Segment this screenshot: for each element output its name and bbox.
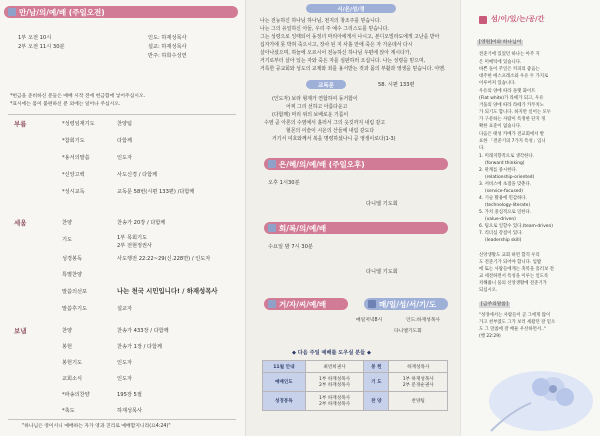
column-line: 은 미메틱에 있습니다. [479,60,522,65]
dawn-header [264,298,348,310]
afternoon-worship-header [264,158,448,170]
column-line: 바쁜 돌이 주일은 커피의 좋음는 [479,67,540,72]
creed-line: 거기로부터 살아 있는 자와 죽은 자를 심판하러 오십니다. 나는 성령을 믿으며, [260,58,426,64]
section-label-send: 보냄 [14,327,27,335]
verse-line: 가고 천부였도 그가 보러 세왔던 잘 믿오 [479,320,556,325]
table-row [263,361,448,373]
order-item: *축도 [62,408,75,414]
column-line: 표한 「전준기의 7가지 특성」입니 [479,139,546,144]
column-line: 3. 서비스에 초점을 맞춘다. [479,182,532,187]
service-role-3: 반주: 하희수성연 [148,53,187,59]
order-value: 195장 5절 [117,392,142,398]
column-line: (forward thinking) [485,161,525,166]
creed-header [306,4,396,13]
helpers-table [262,360,448,411]
dawn-title: 거/자/씨/예/배 [279,299,327,309]
column-icon [479,16,487,24]
column-line: 가 되기도 합니다. 하지만 일어는 모두 [479,110,551,115]
creed-line: 십자가에 못 박혀 죽으시고, 장사 된 지 사흘 만에 죽은 자 가운데서 다시 [260,42,413,48]
responsive-line: (인도자) 보라 형제가 연합하여 동거함이 [272,96,358,102]
order-item: *용서의말씀 [62,155,90,161]
order-value: 인도자 [117,376,133,382]
column-line: 에 또는 사람들에게는 축복을 흘러보 전 [479,267,554,272]
order-value: 찬송가 433장 / 다함께 [117,328,169,334]
order-value: 교독문 58번(시편 133편) /다함께 [117,189,195,195]
order-item: 특별찬양 [62,272,83,278]
creed-line: 나는 전능하신 하나님 하나님, 천지의 창조주를 믿습니다. [260,18,382,24]
order-item: 교회소식 [62,376,83,382]
responsive-label: 교독문 [318,82,334,89]
table-cell: 기 도 [364,373,389,392]
order-value: 다함께 [117,138,133,144]
helpers-banner: ◆ 다음 주일 예배를 도우실 분들 ◆ [292,350,371,356]
column-line: 확한 표준이 없습니다. [479,124,522,129]
creed-line: 살아나셨으며, 하늘에 오르시어 전능하신 하나님 우편에 앉아 계시다가, [260,50,411,56]
column-line: (relationship-oriented) [485,175,535,180]
column-line: 1. 미래지향적으로 생각한다. [479,154,535,159]
order-value: 사도신경 / 다함께 [117,172,158,178]
table-cell: 성경봉독 [263,392,306,411]
verse-line: "성경에서는 사람들이 곧 그에게 많이 [479,313,551,318]
prayer-title: 매/일/성/서/기/도 [379,299,437,309]
column-line: 대주한 에스프레소와 우유 두 가지로 [479,74,549,79]
worship-order-panel [0,0,245,436]
notice-2: *표시에는 몸이 불편하신 분 외에는 일어나 주십시오. [10,102,121,107]
column-line: 전준기에 있었던 하나는 아주 지 [479,52,540,57]
order-item: *성시교독 [62,189,85,195]
table-row [263,392,448,411]
table-row [263,373,448,392]
creed-title: 시/온/성/경 [337,6,365,13]
order-item: 말씀의선포 [62,289,88,295]
order-item: 찬양 [62,220,73,226]
column-line: 우유의 양에 따라 플랫 화이트 [479,89,536,94]
order-value: 찬송가 20장 / 다함께 [117,220,166,226]
responsive-header [306,80,346,89]
column-panel [460,0,600,436]
notice-1: *헌금을 준비하신 분들은 예배 시작 전에 헌금함에 넣어주십시오. [10,94,146,99]
recovery-worship-header [264,222,448,234]
document-icon [268,224,276,232]
service-time-1: 1부 오전 10시 [18,35,52,41]
column-line: 되십시오. [479,288,498,293]
column-line: (service-focused) [485,189,523,194]
column-line: 이루어져 있습니다. [479,81,516,86]
table-cell: 11월 안내 [263,361,306,373]
column-line: (Flat white)가 라떼가 되고, 우유 [479,96,544,101]
column-line: (value-driven) [485,217,516,222]
creed-line: 거룩한 공교회와 성도의 교제와 죄를 용서받는 것과 몸의 부활과 영생을 믿습니다. 아멘. [260,66,446,72]
order-value: 설교자 [117,306,133,312]
table-cell: 1부 하재성목사 2부 문경순권사 [389,373,448,392]
table-cell: 예배인도 [263,373,306,392]
responsive-title: 58. 시편 133편 [378,82,415,88]
column-line: 6. 팀으로 일할수 있다.(team-driven) [479,224,553,229]
order-item: 봉헌 [62,344,73,350]
prayer-meeting: 다니엘기도회 [394,329,422,334]
column-line: 도 전준기가 되어야 합니다. 입밥 [479,260,542,265]
divider [8,419,236,420]
column-line: 7. 리더십 강점이 있다. [479,231,523,236]
order-item: *성령임재기도 [62,121,95,127]
table-cell: 최빈희권사 [305,361,364,373]
order-item: 봉헌기도 [62,360,83,366]
creed-line: 나는 그의 유일하신 아들, 우리 주 예수 그리스도를 믿습니다. [260,26,389,32]
verse-label: [금주의말씀] [481,302,508,307]
recovery-leader: 다니엘 기도회 [366,269,398,275]
responsive-line: (다함께) 머리 위의 보배로운 기름이 [272,112,349,118]
order-value: 나는 천국 시민입니다! / 하재성목사 [117,287,218,295]
service-role-1: 인도: 하재성목사 [148,35,187,41]
section-label-call: 부름 [14,120,27,128]
order-value: 2부 전현정권사 [117,243,153,249]
service-role-2: 설교: 하재성목사 [148,44,187,50]
column-line: 신앙생활도 교회 하면 합격 우리 [479,253,540,258]
morning-worship-title: 만/남/의/예/배 (주일오전) [19,7,105,17]
table-cell: 봉 헌 [364,361,389,373]
column-line: 2. 관계를 중시한다. [479,168,518,173]
order-value: 찬양팀 [117,121,133,127]
order-value: 인도자 [117,155,133,161]
table-cell: 찬 양 [364,392,389,411]
verse-line: (행 22:29) [479,334,501,339]
table-cell: 찬양팀 [389,392,448,411]
column-line: 5. 가치 중심적으로 일한다. [479,210,532,215]
column-subtitle: [영원]이와 하나님이 [479,40,522,45]
afternoon-time: 오후 1시30분 [268,180,300,186]
morning-worship-header [4,6,238,18]
column-line: 다음은 태성 카베가 전교회에서 발 [479,132,544,137]
order-item: 말씀후기도 [62,306,88,312]
footer-verse: "하나님은 영이시니 예배하는 자가 영과 진리로 예배할지니라(요4:24)" [22,424,171,429]
order-item: *파송의찬양 [62,392,90,398]
prayer-time: 매일저녁8시 [356,318,383,323]
order-item: *신앙고백 [62,172,85,178]
column-line: 교 세전하면서 특성을 이루는 일도록 [479,274,549,279]
document-icon [268,300,276,308]
verse-line: 도 그 말씀에 잘 배운 우선하면서.." [479,327,546,332]
afternoon-leader: 다니엘 기도회 [366,201,398,207]
recovery-time: 수요일 밤 7시 30분 [268,244,313,250]
order-value: 1부 목회기도 [117,235,148,241]
table-cell: 1부 하재성목사 2부 하재성목사 [305,392,364,411]
order-value: 하재성목사 [117,408,143,414]
order-item: 찬양 [62,328,73,334]
column-line: 거품의 양에 따라 라떼가 카푸치노 [479,103,544,108]
column-line: 치해줍니 품의 신앙생활에 전준기가 [479,281,547,286]
responsive-line: 어찌 그리 선하고 아름다운고 [286,104,348,110]
order-value: 찬송가 1장 / 다함께 [117,344,163,350]
order-item: 기도 [62,237,73,243]
divider [8,114,236,115]
responsive-line: 헐몬의 이슬이 시온의 산들에 내림 같도다 [286,128,375,134]
prayer-leader: 인도:하재성목사 [406,318,441,323]
recovery-worship-title: 회/복/의/예/배 [279,223,327,233]
order-item: 성경봉독 [62,256,83,262]
column-line: (leadership skill) [485,238,522,243]
order-value: 인도자 [117,360,133,366]
table-cell: 1부 하재성목사 2부 하재성목사 [305,373,364,392]
document-icon [8,8,16,16]
section-label-build: 세움 [14,219,27,227]
column-line: 다. [479,146,485,151]
document-icon [368,300,376,308]
responsive-line: 수염 곧 아론의 수염에서 흘러서 그의 옷깃까지 내림 같고 [264,120,386,126]
responsive-line: 거기서 여호와께서 복을 명령하셨나니 곧 영생이로다(1-3) [272,136,396,142]
column-line: 4. 기술 활용에 민감하다. [479,196,527,201]
service-time-2: 2부 오전 11시 30분 [18,44,65,50]
column-title: 섬/이/있/는/공/간 [491,15,545,23]
afternoon-worship-title: 은/혜/의/예/배 (주일오후) [279,159,365,169]
order-item: *참회기도 [62,138,85,144]
table-cell: 하재성목사 [389,361,448,373]
column-line: (technology-literate) [485,203,531,208]
column-line: 가 구분하는 사람이 특정한 단지 정 [479,117,546,122]
flower-illustration [461,341,600,436]
creed-line: 그는 성령으로 잉태되어 동정녀 마리아에게서 나시고, 본디오빌라도에게 고난을 받아 [260,34,440,40]
center-panel [245,0,461,436]
order-value: 사도행전 22:22~29(신.228면) / 인도자 [117,256,211,262]
document-icon [268,160,276,168]
prayer-header [364,298,448,310]
